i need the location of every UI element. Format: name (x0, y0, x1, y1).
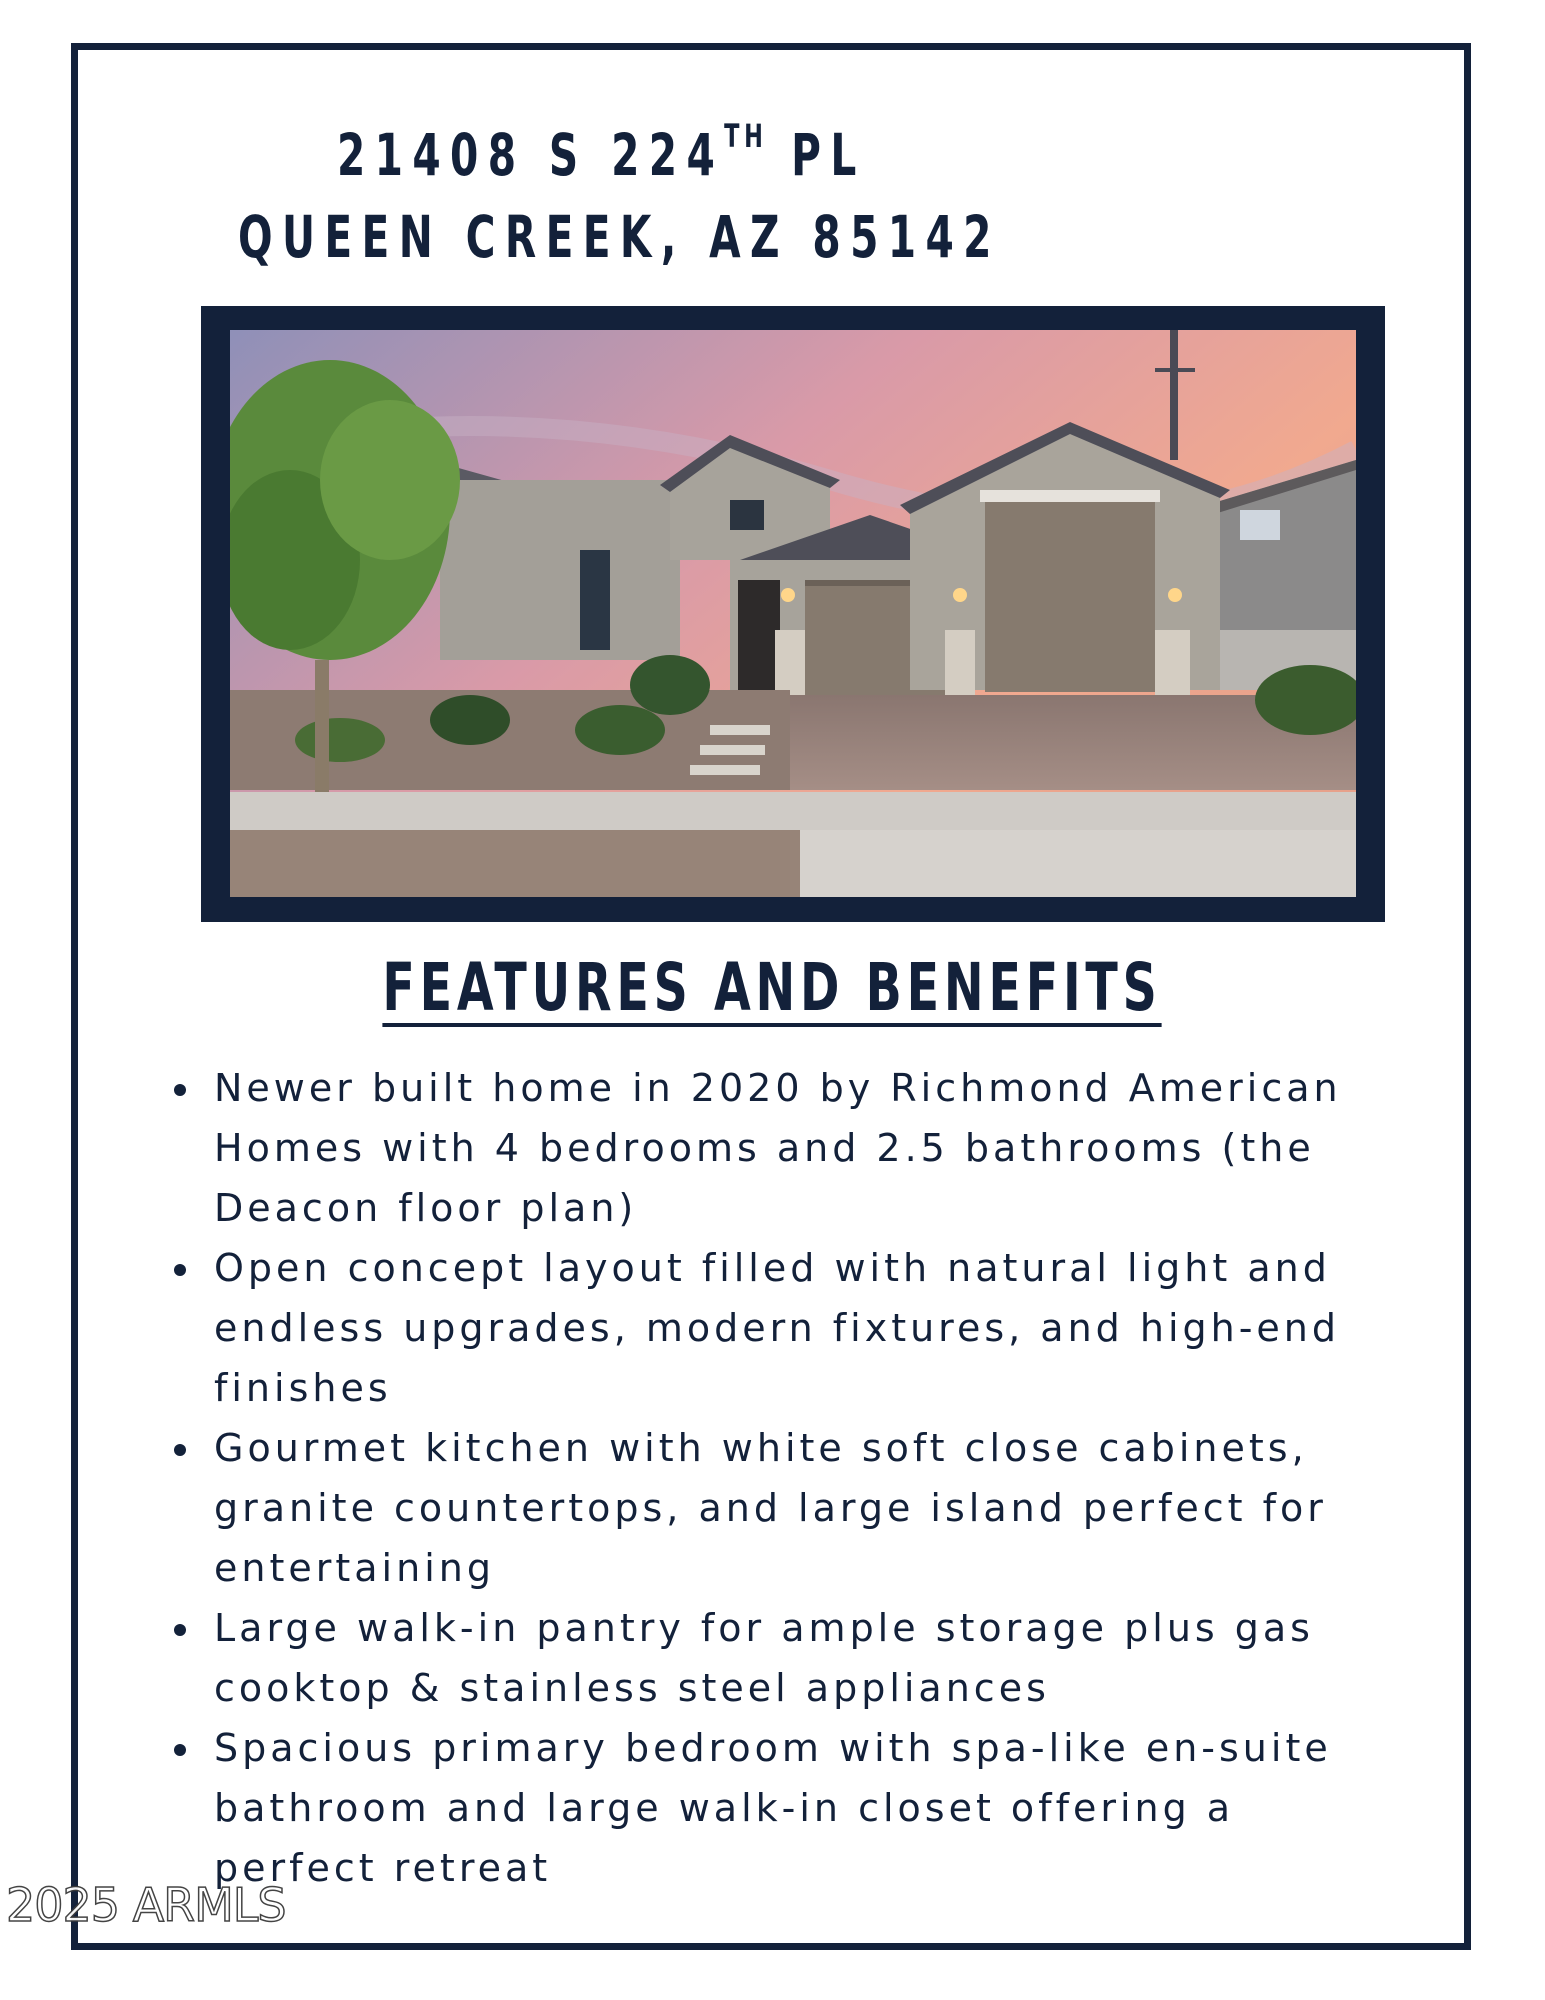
feature-item: Spacious primary bedroom with spa-like en-suite bathroom and large walk-in closet offering a perfect retreat (170, 1718, 1400, 1898)
feature-item: Gourmet kitchen with white soft close cabinets, granite countertops, and large island perfect for entertaining (170, 1418, 1400, 1598)
features-heading: FEATURES AND BENEFITS (382, 949, 1163, 1026)
feature-item: Large walk-in pantry for ample storage plus gas cooktop & stainless steel appliances (170, 1598, 1400, 1718)
house-photo (230, 330, 1356, 897)
feature-item: Open concept layout filled with natural light and endless upgrades, modern fixtures, and high-end finishes (170, 1238, 1400, 1418)
copyright-watermark: 2025 ARMLS (6, 1878, 286, 1932)
address-line-1: 21408 S 224TH PL (337, 117, 866, 189)
features-list (170, 1058, 1400, 1898)
address-line-2: QUEEN CREEK, AZ 85142 (238, 203, 1001, 271)
address-ordinal-suffix: TH (724, 117, 768, 155)
feature-item: Newer built home in 2020 by Richmond American Homes with 4 bedrooms and 2.5 bathrooms (the Deacon floor plan) (170, 1058, 1400, 1238)
